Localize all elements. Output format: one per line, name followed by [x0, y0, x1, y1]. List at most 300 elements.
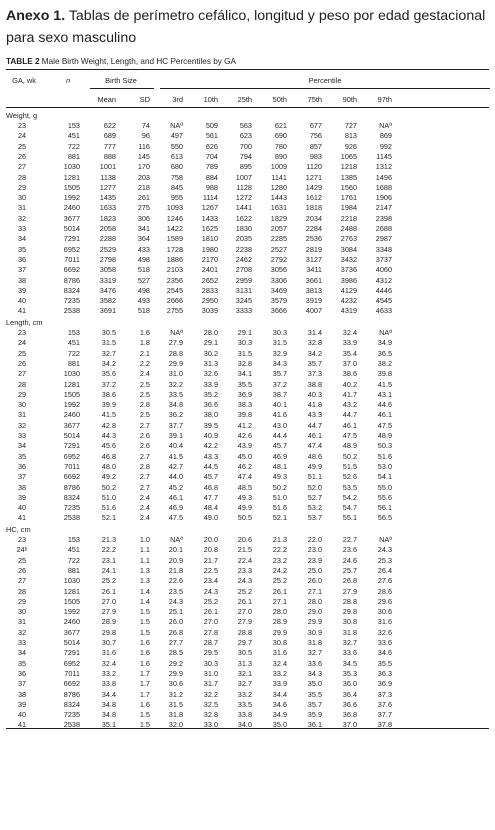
length-row	[0, 359, 495, 369]
length-cell: 2.4	[139, 492, 150, 502]
weight-cell: 3056	[270, 265, 287, 275]
length-cell: 48.6	[307, 451, 322, 461]
weight-cell: 4446	[375, 285, 392, 295]
hc-cell: 29.8	[342, 607, 357, 617]
length-cell: 50.2	[342, 451, 357, 461]
hc-cell: 31.5	[168, 699, 183, 709]
length-cell: 39.8	[237, 410, 252, 420]
length-cell: 2.8	[139, 400, 150, 410]
length-row	[0, 400, 495, 410]
weight-cell: 1429	[305, 182, 322, 192]
length-cell: 39	[17, 492, 27, 502]
length-cell: 55.1	[342, 513, 357, 523]
hc-cell: 25.0	[307, 565, 322, 575]
weight-cell: 1093	[166, 203, 183, 213]
hc-row	[0, 535, 495, 545]
length-cell: 45.6	[101, 441, 116, 451]
length-cell: 55.6	[377, 492, 392, 502]
weight-cell: 3348	[375, 244, 392, 254]
hc-cell: 34	[17, 648, 27, 658]
length-cell: 40	[17, 503, 27, 513]
weight-cell: 518	[137, 265, 150, 275]
hc-cell: 21.5	[237, 545, 252, 555]
weight-cell: 1818	[305, 203, 322, 213]
length-cell: 38.3	[237, 400, 252, 410]
weight-cell: 1829	[270, 213, 287, 223]
length-cell: 31.3	[203, 358, 218, 368]
hc-cell: 22.2	[101, 545, 116, 555]
weight-cell: 1761	[340, 193, 357, 203]
table-bottom-rule	[6, 728, 489, 729]
hc-cell: 36.6	[342, 699, 357, 709]
hc-cell: 1.5	[139, 720, 150, 730]
weight-cell: 2666	[166, 296, 183, 306]
length-cell: 46.1	[377, 410, 392, 420]
weight-cell: 2034	[305, 213, 322, 223]
weight-cell: 680	[170, 162, 183, 172]
hc-cell: 26.8	[168, 627, 183, 637]
weight-cell: 2170	[201, 254, 218, 264]
hc-cell: 27.0	[101, 596, 116, 606]
hc-cell: 32.8	[203, 710, 218, 720]
hc-cell: 23.2	[272, 555, 287, 565]
weight-cell: 2460	[63, 203, 80, 213]
hc-cell: 23.1	[101, 555, 116, 565]
length-cell: 45.7	[203, 472, 218, 482]
hc-cell: 32.2	[203, 689, 218, 699]
weight-cell: 2652	[201, 275, 218, 285]
weight-cell: 2285	[270, 234, 287, 244]
hc-cell: 36	[17, 668, 27, 678]
weight-cell: 497	[170, 131, 183, 141]
length-cell: 39.9	[101, 400, 116, 410]
length-row	[0, 369, 495, 379]
hc-cell: 32	[17, 627, 27, 637]
hc-cell: 34.4	[272, 689, 287, 699]
hc-cell: 40	[17, 710, 27, 720]
weight-cell: 1141	[271, 172, 287, 182]
weight-cell: 2959	[235, 275, 252, 285]
weight-cell: 857	[309, 141, 322, 151]
hc-cell: 8786	[63, 689, 80, 699]
weight-cell: NAª	[379, 121, 392, 130]
hc-cell: 34.5	[342, 658, 357, 668]
length-cell: 2.8	[139, 461, 150, 471]
hc-cell: 35.5	[307, 689, 322, 699]
length-cell: 2460	[63, 410, 80, 420]
hc-cell: 1.4	[139, 586, 150, 596]
hc-cell: 20.9	[168, 555, 183, 565]
length-cell: 2.5	[139, 379, 150, 389]
header-sd: SD	[139, 95, 150, 104]
weight-cell: 3661	[305, 275, 322, 285]
hc-cell: 32.7	[237, 679, 252, 689]
weight-cell: 2527	[270, 244, 287, 254]
weight-cell: 31	[17, 203, 27, 213]
length-cell: 32	[17, 420, 27, 430]
hc-cell: 26.4	[377, 565, 392, 575]
length-cell: 37.3	[307, 369, 322, 379]
length-cell: 41.5	[168, 451, 183, 461]
weight-cell: 550	[170, 141, 183, 151]
weight-cell: 1441	[235, 203, 252, 213]
percentile-underline	[160, 88, 490, 89]
hc-cell: 8324	[63, 699, 80, 709]
header-p97: 97th	[377, 95, 392, 104]
hc-cell: 451	[67, 545, 80, 555]
hc-cell: 1.1	[139, 545, 150, 555]
hc-cell: 26.1	[237, 596, 252, 606]
weight-cell: 433	[137, 244, 150, 254]
weight-cell: 677	[309, 121, 322, 130]
length-cell: 41.5	[101, 410, 116, 420]
length-cell: 39.1	[168, 431, 183, 440]
hc-cell: 25.3	[377, 555, 392, 565]
weight-cell: 1688	[375, 182, 392, 192]
weight-cell: 2238	[235, 244, 252, 254]
weight-cell: 1138	[100, 172, 116, 182]
weight-cell: 2462	[235, 254, 252, 264]
weight-cell: 34	[17, 234, 27, 244]
length-cell: 35.7	[307, 358, 322, 368]
length-cell: 43.1	[377, 389, 392, 399]
hc-cell: 1.5	[139, 617, 150, 627]
hc-cell: 26.1	[203, 607, 218, 617]
length-cell: 46.9	[272, 451, 287, 461]
hc-cell: 32.7	[342, 638, 357, 647]
weight-cell: 527	[137, 275, 150, 285]
weight-cell: 3691	[99, 306, 116, 316]
weight-cell: 3432	[340, 254, 357, 264]
weight-cell: 1443	[270, 193, 287, 203]
weight-cell: 261	[137, 193, 150, 203]
hc-cell: 1.7	[139, 668, 150, 678]
hc-cell: 26	[17, 565, 27, 575]
hc-cell: 30.8	[272, 638, 287, 647]
length-cell: 38.6	[101, 389, 116, 399]
length-row	[0, 380, 495, 390]
length-cell: 43.3	[307, 410, 322, 420]
hc-row	[0, 617, 495, 627]
hc-cell: 881	[67, 565, 80, 575]
weight-cell: 3736	[340, 265, 357, 275]
length-cell: 35.2	[203, 389, 218, 399]
length-cell: 38.0	[203, 410, 218, 420]
length-cell: 48.4	[203, 503, 218, 513]
length-cell: 2.6	[139, 441, 150, 451]
length-cell: 34.8	[168, 400, 183, 410]
hc-row	[0, 669, 495, 679]
length-cell: 36.5	[377, 348, 392, 358]
hc-cell: 26.0	[168, 617, 183, 627]
hc-cell: 33.6	[377, 638, 392, 647]
length-cell: 6692	[63, 472, 80, 482]
length-cell: 45.7	[272, 441, 287, 451]
weight-cell: 4129	[340, 285, 357, 295]
weight-cell: 1001	[99, 162, 116, 172]
weight-cell: 38	[17, 275, 27, 285]
length-cell: 49.0	[203, 513, 218, 523]
hc-cell: 29.9	[307, 617, 322, 627]
hc-cell: 21.8	[168, 565, 183, 575]
weight-cell: 2401	[201, 265, 218, 275]
hc-cell: 33.6	[342, 648, 357, 658]
length-cell: 33.9	[342, 338, 357, 348]
weight-cell: 3039	[201, 306, 218, 316]
weight-cell: 518	[137, 306, 150, 316]
hc-cell: 20.6	[237, 535, 252, 544]
length-cell: 25	[17, 348, 27, 358]
length-cell: 53.2	[307, 503, 322, 513]
weight-cell: 1272	[235, 193, 252, 203]
length-cell: 51.6	[272, 503, 287, 513]
hc-cell: 1.6	[139, 658, 150, 668]
length-cell: 31.5	[101, 338, 116, 348]
hc-cell: 35.9	[307, 710, 322, 720]
hc-cell: 22.7	[342, 535, 357, 544]
length-row	[0, 349, 495, 359]
length-cell: 27.9	[168, 338, 183, 348]
length-cell: NAª	[379, 328, 392, 337]
length-cell: 50.2	[101, 482, 116, 492]
weight-row	[0, 306, 495, 316]
length-row	[0, 503, 495, 513]
hc-cell: 33.8	[237, 710, 252, 720]
hc-cell: 31.8	[307, 638, 322, 647]
length-cell: 48.5	[237, 482, 252, 492]
length-cell: 44.7	[342, 410, 357, 420]
hc-cell: 24ᵇ	[16, 545, 28, 555]
weight-cell: 1984	[340, 203, 357, 213]
weight-cell: 116	[138, 141, 150, 151]
weight-cell: 2288	[99, 234, 116, 244]
hc-cell: 1.7	[139, 679, 150, 689]
weight-cell: 789	[205, 162, 218, 172]
hc-cell: 29.5	[203, 648, 218, 658]
hc-cell: 34.3	[307, 668, 322, 678]
length-cell: 41	[17, 513, 27, 523]
length-cell: 38.8	[307, 379, 322, 389]
weight-cell: 1007	[235, 172, 252, 182]
weight-cell: 1830	[235, 224, 252, 233]
length-cell: 2.7	[139, 451, 150, 461]
hc-cell: 36.8	[342, 710, 357, 720]
header-p90: 90th	[342, 95, 357, 104]
length-cell: 47.4	[307, 441, 322, 451]
hc-cell: 35.7	[307, 699, 322, 709]
hc-cell: 1.6	[139, 638, 150, 647]
length-cell: 48.9	[342, 441, 357, 451]
weight-cell: 26	[17, 151, 27, 161]
weight-cell: 2819	[305, 244, 322, 254]
weight-cell: 1622	[235, 213, 252, 223]
hc-cell: 27.7	[168, 638, 183, 647]
length-cell: 46.1	[168, 492, 183, 502]
hc-cell: 30.8	[342, 617, 357, 627]
length-cell: 29.1	[203, 338, 218, 348]
length-cell: 37.2	[272, 379, 287, 389]
hc-cell: 35.0	[272, 720, 287, 730]
hc-cell: 38	[17, 689, 27, 699]
weight-cell: 2792	[270, 254, 287, 264]
hc-cell: 6692	[63, 679, 80, 689]
hc-row	[0, 566, 495, 576]
weight-cell: 25	[17, 141, 27, 151]
weight-cell: 1120	[306, 162, 322, 172]
weight-cell: 4633	[375, 306, 392, 316]
weight-cell: 1277	[99, 182, 116, 192]
length-cell: 2.4	[139, 513, 150, 523]
weight-cell: 23	[17, 121, 27, 130]
length-cell: 37	[17, 472, 27, 482]
weight-cell: 74	[141, 121, 150, 130]
hc-row	[0, 710, 495, 720]
hc-cell: 29.2	[168, 658, 183, 668]
header-bottom-rule	[6, 107, 489, 108]
weight-row	[0, 152, 495, 162]
hc-cell: 41	[17, 720, 27, 730]
weight-cell: 4545	[375, 296, 392, 306]
weight-row	[0, 193, 495, 203]
hc-cell: 28.9	[272, 617, 287, 627]
weight-cell: 1271	[305, 172, 322, 182]
length-cell: 48.0	[101, 461, 116, 471]
weight-cell: 7291	[63, 234, 80, 244]
weight-cell: 40	[17, 296, 27, 306]
length-cell: 44.0	[168, 472, 183, 482]
hc-cell: 28.9	[101, 617, 116, 627]
weight-cell: 869	[379, 131, 392, 141]
weight-cell: 306	[137, 213, 150, 223]
weight-cell: 3127	[305, 254, 322, 264]
hc-cell: 31.0	[203, 668, 218, 678]
length-cell: 43.0	[272, 420, 287, 430]
length-cell: 1.6	[139, 328, 150, 337]
hc-cell: 722	[67, 555, 80, 565]
length-cell: 43.3	[203, 451, 218, 461]
hc-cell: 27.0	[203, 617, 218, 627]
weight-cell: 1612	[305, 193, 322, 203]
length-cell: 42.2	[203, 441, 218, 451]
weight-cell: 777	[103, 141, 116, 151]
weight-cell: 275	[137, 203, 150, 213]
weight-cell: 153	[67, 121, 80, 130]
hc-cell: 31.2	[168, 689, 183, 699]
length-cell: 1030	[63, 369, 80, 379]
hc-cell: 30.7	[101, 638, 116, 647]
weight-cell: 364	[137, 234, 150, 244]
weight-cell: 1312	[375, 162, 392, 172]
weight-cell: 563	[239, 121, 252, 130]
weight-cell: 890	[274, 151, 287, 161]
hc-cell: 1.5	[139, 710, 150, 720]
hc-cell: 31.3	[237, 658, 252, 668]
length-cell: 35.7	[272, 369, 287, 379]
weight-cell: 722	[67, 141, 80, 151]
weight-row	[0, 121, 495, 131]
length-cell: 54.7	[342, 503, 357, 513]
weight-cell: 3245	[235, 296, 252, 306]
length-cell: 1992	[63, 400, 80, 410]
length-cell: 47.5	[168, 513, 183, 523]
length-cell: 44.5	[203, 461, 218, 471]
length-cell: 37.0	[342, 358, 357, 368]
length-cell: 56.1	[377, 503, 392, 513]
hc-cell: 6952	[63, 658, 80, 668]
hc-cell: 27.9	[237, 617, 252, 627]
length-cell: 49.2	[101, 472, 116, 482]
weight-cell: 1631	[270, 203, 287, 213]
length-cell: 46.8	[203, 482, 218, 492]
weight-cell: 32	[17, 213, 27, 223]
length-cell: 8786	[63, 482, 80, 492]
length-cell: 41.2	[237, 420, 252, 430]
length-cell: 2.2	[139, 358, 150, 368]
hc-cell: 34.9	[272, 710, 287, 720]
weight-cell: 3058	[99, 265, 116, 275]
weight-cell: 341	[137, 224, 150, 233]
hc-cell: 2460	[63, 617, 80, 627]
length-cell: 34.2	[101, 358, 116, 368]
length-cell: 38.6	[342, 369, 357, 379]
weight-row	[0, 203, 495, 213]
hc-cell: 33.6	[307, 658, 322, 668]
length-cell: 722	[67, 348, 80, 358]
weight-cell: 5014	[63, 224, 80, 233]
length-row	[0, 452, 495, 462]
table-top-rule	[6, 69, 489, 70]
length-cell: 47.5	[377, 420, 392, 430]
weight-cell: 28	[17, 172, 27, 182]
weight-cell: 3666	[270, 306, 287, 316]
length-cell: 31.4	[307, 328, 322, 337]
weight-cell: 1114	[202, 193, 218, 203]
weight-cell: 2545	[166, 285, 183, 295]
hc-cell: 33.9	[272, 679, 287, 689]
length-cell: 881	[67, 358, 80, 368]
weight-cell: 36	[17, 254, 27, 264]
length-cell: 40.4	[168, 441, 183, 451]
length-cell: 30.5	[101, 328, 116, 337]
hc-cell: 31.8	[342, 627, 357, 637]
length-cell: 42.6	[237, 431, 252, 440]
hc-cell: 34.8	[101, 710, 116, 720]
length-cell: 30.3	[272, 328, 287, 337]
length-row	[0, 472, 495, 482]
hc-cell: NAª	[379, 535, 392, 544]
length-cell: 52.1	[272, 513, 287, 523]
hc-row	[0, 607, 495, 617]
weight-cell: 7011	[64, 254, 80, 264]
hc-cell: 20.8	[203, 545, 218, 555]
hc-cell: 33.2	[237, 689, 252, 699]
length-cell: 52.1	[101, 513, 116, 523]
length-row	[0, 441, 495, 451]
weight-cell: 1145	[376, 151, 392, 161]
length-cell: 49.3	[237, 492, 252, 502]
length-row	[0, 410, 495, 420]
hc-cell: 25.1	[168, 607, 183, 617]
hc-row	[0, 659, 495, 669]
section-weight: Weight, g	[6, 111, 38, 120]
weight-cell: 845	[170, 182, 183, 192]
hc-cell: 28.6	[377, 586, 392, 596]
weight-cell: 2538	[63, 306, 80, 316]
length-cell: 2538	[63, 513, 80, 523]
hc-cell: 37.8	[377, 720, 392, 730]
hc-cell: 25.7	[342, 565, 357, 575]
hc-cell: 30.6	[377, 607, 392, 617]
